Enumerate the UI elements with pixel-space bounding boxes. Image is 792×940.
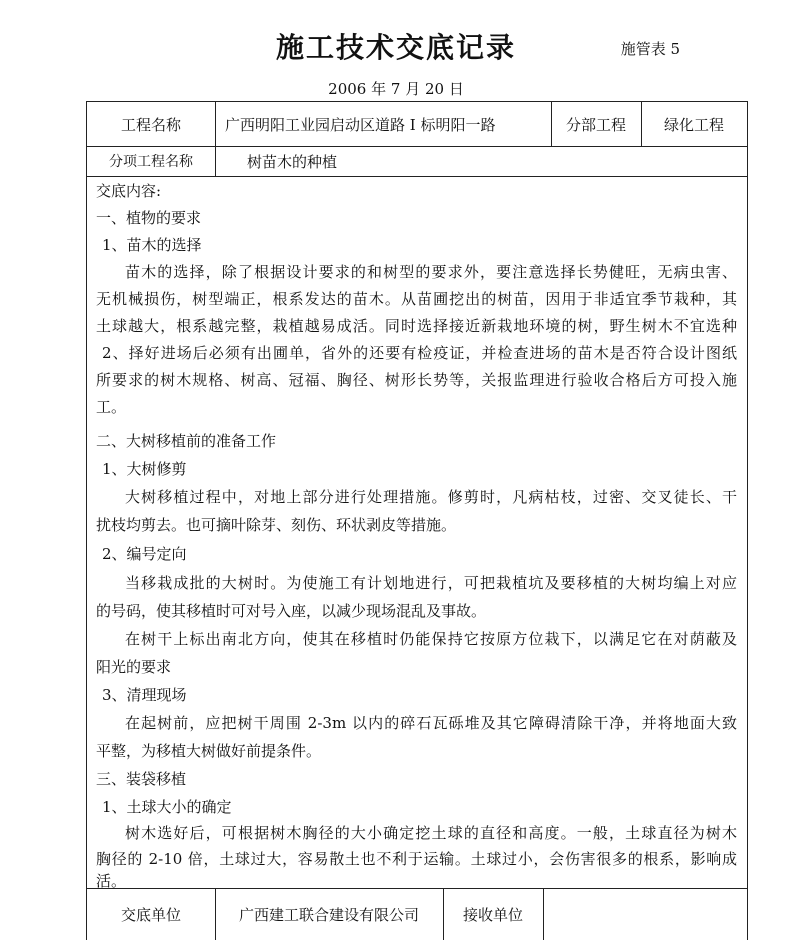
- receiver-label: 接收单位: [462, 906, 523, 924]
- paragraph-line: 无机械损伤，树型端正，根系发达的苗木。从苗圃挖出的树苗，因用于非适宜季节栽种，其: [96, 290, 737, 308]
- paragraph-line: 扰枝均剪去。也可摘叶除芽、刻伤、环状剥皮等措施。: [96, 516, 457, 534]
- project-value: 广西明阳工业园启动区道路 I 标明阳一路: [225, 115, 496, 134]
- signature-row: [87, 889, 747, 940]
- paragraph-line: 阳光的要求: [96, 658, 172, 676]
- paragraph-line: 苗木的选择，除了根据设计要求的和树型的要求外，要注意选择长势健旺，无病虫害、: [125, 263, 737, 281]
- receiver-value: [543, 889, 747, 940]
- document-title: 施工技术交底记录: [275, 31, 516, 64]
- paragraph-line: 树木选好后，可根据树木胸径的大小确定挖土球的直径和高度。一般，土球直径为树木: [125, 824, 737, 842]
- paragraph-line: 在起树前，应把树干周围 2-3m 以内的碎石瓦砾堆及其它障碍清除干净，并将地面大致: [125, 714, 737, 732]
- subsection-heading: 2、编号定向: [102, 545, 187, 563]
- section-heading: 二、大树移植前的准备工作: [96, 432, 277, 450]
- section-heading: 一、植物的要求: [96, 209, 202, 227]
- subsection-heading: 1、大树修剪: [102, 460, 187, 478]
- record-table: [86, 101, 748, 940]
- paragraph-line: 在树干上标出南北方向，使其在移植时仍能保持它按原方位栽下，以满足它在对荫蔽及: [125, 630, 737, 648]
- subitem-label: 分项工程名称: [109, 154, 193, 170]
- project-label: 工程名称: [120, 115, 181, 134]
- subsection-heading: 1、土球大小的确定: [102, 798, 232, 816]
- paragraph-line: 平整，为移植大树做好前提条件。: [96, 742, 322, 760]
- division-value: 绿化工程: [663, 115, 724, 134]
- project-row: [87, 102, 747, 147]
- paragraph-line: 工。: [96, 398, 127, 416]
- form-number: 施管表 5: [620, 40, 680, 58]
- paragraph-line: 所要求的树木规格、树高、冠福、胸径、树形长势等，关报监理进行验收合格后方可投入施: [96, 371, 737, 389]
- subitem-value: 树苗木的种植: [247, 152, 338, 171]
- paragraph-line: 的号码，使其移植时可对号入座，以减少现场混乱及事故。: [96, 602, 487, 620]
- paragraph-line: 胸径的 2-10 倍，土球过大，容易散土也不利于运输。土球过小，会伤害很多的根系，影响成: [96, 850, 737, 868]
- content-section: [87, 177, 747, 889]
- paragraph-line: 大树移植过程中，对地上部分进行处理措施。修剪时，凡病枯枝，过密、交叉徒长、干: [125, 488, 737, 506]
- paragraph-line: 2、择好进场后必须有出圃单，省外的还要有检疫证，并检查进场的苗木是否符合设计图纸: [102, 344, 737, 362]
- content-heading: 交底内容:: [96, 182, 162, 200]
- division-label: 分部工程: [565, 115, 626, 134]
- paragraph-line: 当移栽成批的大树时。为使施工有计划地进行，可把栽植坑及要移植的大树均编上对应: [125, 574, 737, 592]
- paragraph-line: 活。: [96, 872, 127, 890]
- paragraph-line: 土球越大，根系越完整，栽植越易成活。同时选择接近新栽地环境的树，野生树木不宜选种: [96, 317, 737, 335]
- subitem-row: [87, 146, 747, 177]
- issuer-value: 广西建工联合建设有限公司: [238, 906, 419, 924]
- issuer-label: 交底单位: [120, 906, 181, 924]
- subsection-heading: 1、苗木的选择: [102, 236, 202, 254]
- section-heading: 三、装袋移植: [96, 770, 187, 788]
- subsection-heading: 3、清理现场: [102, 686, 187, 704]
- document-date: 2006 年 7 月 20 日: [328, 80, 464, 98]
